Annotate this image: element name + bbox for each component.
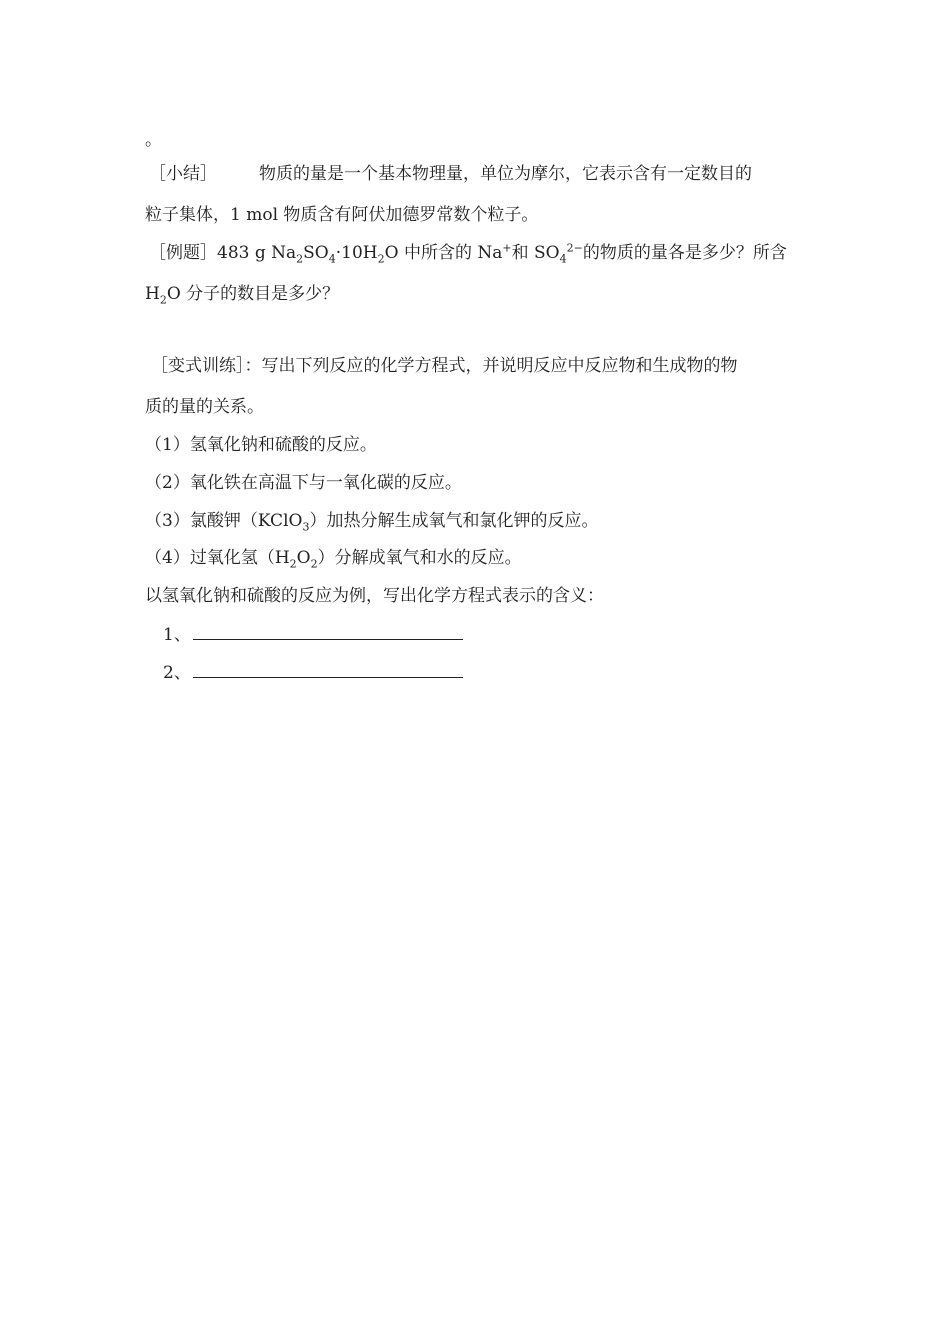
summary-label: ［小结］ bbox=[149, 164, 217, 184]
practice-text-1: 写出下列反应的化学方程式，并说明反应中反应物和生成物的物 bbox=[261, 356, 738, 376]
answer-blank-1[interactable] bbox=[193, 621, 463, 640]
practice-label: ［变式训练］： bbox=[151, 356, 262, 376]
leading-period: 。 bbox=[145, 130, 162, 150]
practice-line-2 bbox=[145, 395, 264, 419]
list-item-4: （4）过氧化氢$(H_2O_2)$分解成氧气和水的反应。 bbox=[145, 548, 522, 571]
summary-text-1: 物质的量是一个基本物理量，单位为摩尔，它表示含有一定数目的 bbox=[259, 164, 752, 184]
answer-number-1: 1、 bbox=[163, 625, 191, 645]
summary-line-2 bbox=[145, 203, 538, 227]
summary-line-1 bbox=[149, 162, 752, 186]
practice-line-1 bbox=[151, 354, 738, 378]
answer-line-2 bbox=[163, 659, 463, 683]
list-item-2: （2）氧化铁在高温下与一氧化碳的反应。 bbox=[145, 473, 462, 493]
meaning-prompt: 以氢氧化钠和硫酸的反应为例，写出化学方程式表示的含义： bbox=[145, 586, 604, 606]
example-line-2: $H_2O$ 分子的数目是多少？ bbox=[145, 284, 340, 307]
example-label: ［例题］ bbox=[149, 243, 217, 263]
summary-text-2: 粒子集体，1 mol 物质含有阿伏加德罗常数个粒子。 bbox=[145, 205, 539, 225]
list-item-3: （3）氯酸钾（KClO$_3$）加热分解生成氧气和氯化钾的反应。 bbox=[145, 511, 599, 534]
answer-number-2: 2、 bbox=[163, 663, 191, 683]
answer-blank-2[interactable] bbox=[193, 659, 463, 678]
practice-text-2: 质的量的关系。 bbox=[145, 397, 264, 417]
list-item-1: （1）氢氧化钠和硫酸的反应。 bbox=[145, 435, 377, 455]
example-line-1: ［例题］483 g $Na_2SO_4\cdot 10H_2O$ 中所含的 Na+和 $SO_4^{2-}$的物质的量各是多少？所含 bbox=[149, 241, 787, 266]
answer-line-1 bbox=[163, 621, 463, 645]
